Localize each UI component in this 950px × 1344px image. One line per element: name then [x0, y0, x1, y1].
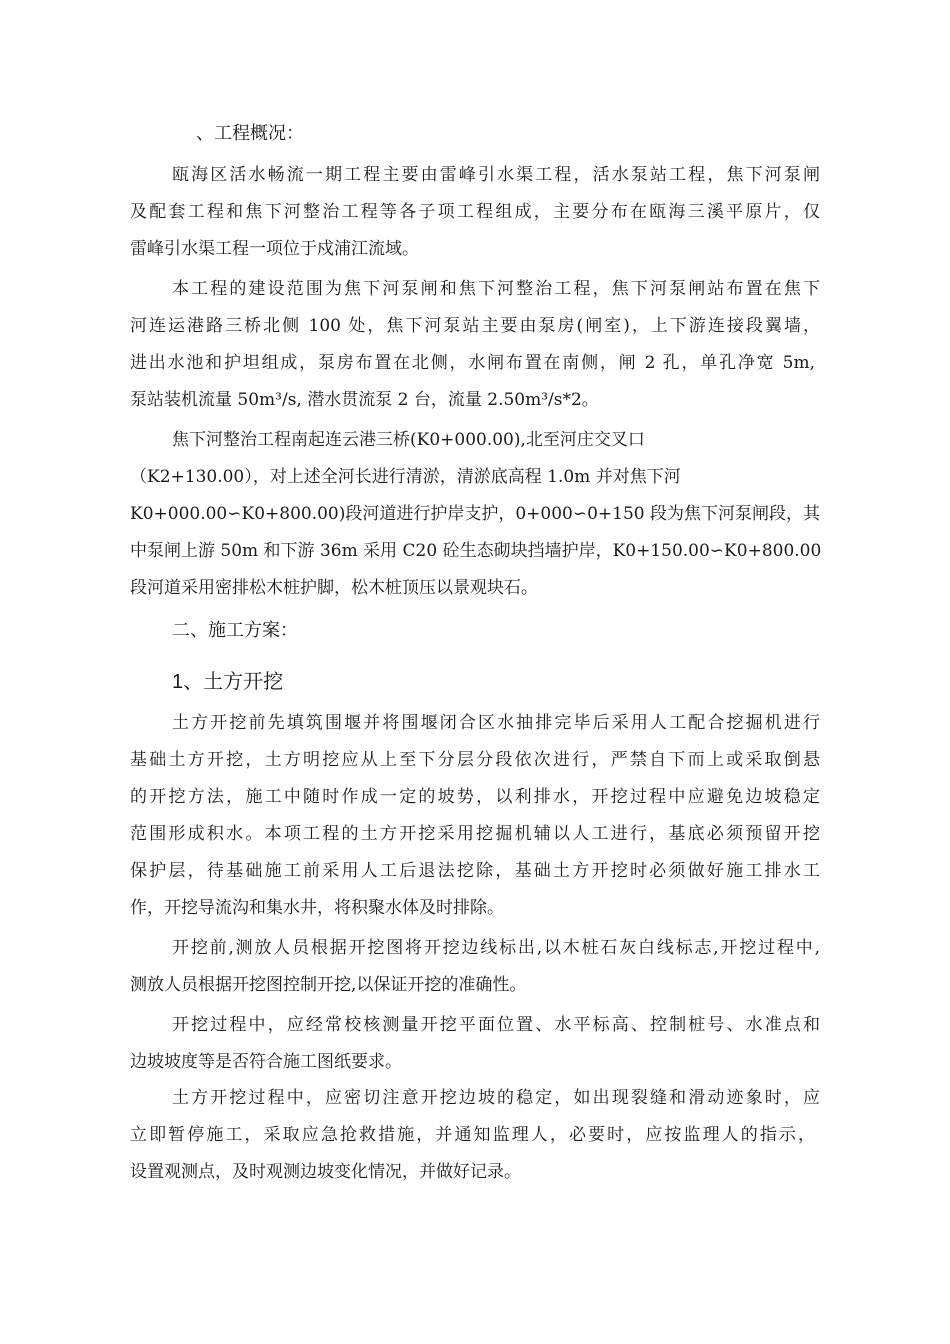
paragraph-line: 的开挖方法，施工中随时作成一定的坡势，以利排水，开挖过程中应避免边坡稳定 — [130, 787, 820, 807]
paragraph-line: 测放人员根据开挖图控制开挖,以保证开挖的准确性。 — [130, 975, 527, 995]
paragraph-line: 土方开挖前先填筑围堰并将围堰闭合区水抽排完毕后采用人工配合挖掘机进行 — [172, 713, 820, 733]
section-heading-plan: 二、施工方案： — [172, 620, 298, 641]
paragraph-line: 立即暂停施工，采取应急抢救措施，并通知监理人，必要时，应按监理人的指示， — [130, 1125, 815, 1145]
paragraph-line: 进出水池和护坦组成，泵房布置在北侧，水闸布置在南侧，闸 2 孔，单孔净宽 5m, — [130, 353, 815, 373]
subsection-heading-earthwork: 1、土方开挖 — [172, 671, 284, 693]
paragraph-line: 河连运港路三桥北侧 100 处，焦下河泵站主要由泵房(闸室)，上下游连接段翼墙， — [130, 316, 820, 336]
paragraph-line: 泵站装机流量 50m³/s, 潜水贯流泵 2 台，流量 2.50m³/s*2。 — [130, 390, 599, 410]
paragraph-line: 基础土方开挖，土方明挖应从上至下分层分段依次进行，严禁自下而上或采取倒悬 — [130, 750, 820, 770]
paragraph-line: 土方开挖过程中，应密切注意开挖边坡的稳定，如出现裂缝和滑动迹象时，应 — [172, 1088, 820, 1108]
paragraph-line: 设置观测点，及时观测边坡变化情况，并做好记录。 — [130, 1162, 521, 1182]
paragraph-line: 焦下河整治工程南起连云港三桥(K0+000.00),北至河庄交叉口 — [172, 430, 645, 450]
paragraph-line: 保护层，待基础施工前采用人工后退法挖除，基础土方开挖时必须做好施工排水工 — [130, 861, 820, 881]
paragraph-line: K0+000.00∽K0+800.00)段河道进行护岸支护，0+000∽0+150 段为焦下河泵闸段，其 — [130, 504, 821, 524]
paragraph-line: 段河道采用密排松木桩护脚，松木桩顶压以景观块石。 — [130, 578, 538, 598]
paragraph-line: 中泵闸上游 50m 和下游 36m 采用 C20 砼生态砌块挡墙护岸，K0+150.00∽K0+800.00 — [130, 541, 822, 561]
paragraph-line: 雷峰引水渠工程一项位于戍浦江流域。 — [130, 239, 419, 259]
paragraph-line: 瓯海区活水畅流一期工程主要由雷峰引水渠工程，活水泵站工程，焦下河泵闸 — [172, 165, 820, 185]
paragraph-line: 本工程的建设范围为焦下河泵闸和焦下河整治工程，焦下河泵闸站布置在焦下 — [172, 279, 820, 299]
section-heading-overview: 、工程概况： — [196, 123, 304, 144]
paragraph-line: 作，开挖导流沟和集水井，将积聚水体及时排除。 — [130, 898, 504, 918]
paragraph-line: 开挖过程中，应经常校核测量开挖平面位置、水平标高、控制桩号、水准点和 — [172, 1015, 820, 1035]
paragraph-line: 范围形成积水。本项工程的土方开挖采用挖掘机辅以人工进行，基底必须预留开挖 — [130, 824, 820, 844]
paragraph-line: （K2+130.00），对上述全河长进行清淤，清淤底高程 1.0m 并对焦下河 — [130, 467, 681, 487]
paragraph-line: 边坡坡度等是否符合施工图纸要求。 — [130, 1052, 402, 1072]
paragraph-line: 开挖前,测放人员根据开挖图将开挖边线标出,以木桩石灰白线标志,开挖过程中, — [172, 938, 820, 958]
paragraph-line: 及配套工程和焦下河整治工程等各子项工程组成，主要分布在瓯海三溪平原片，仅 — [130, 202, 820, 222]
